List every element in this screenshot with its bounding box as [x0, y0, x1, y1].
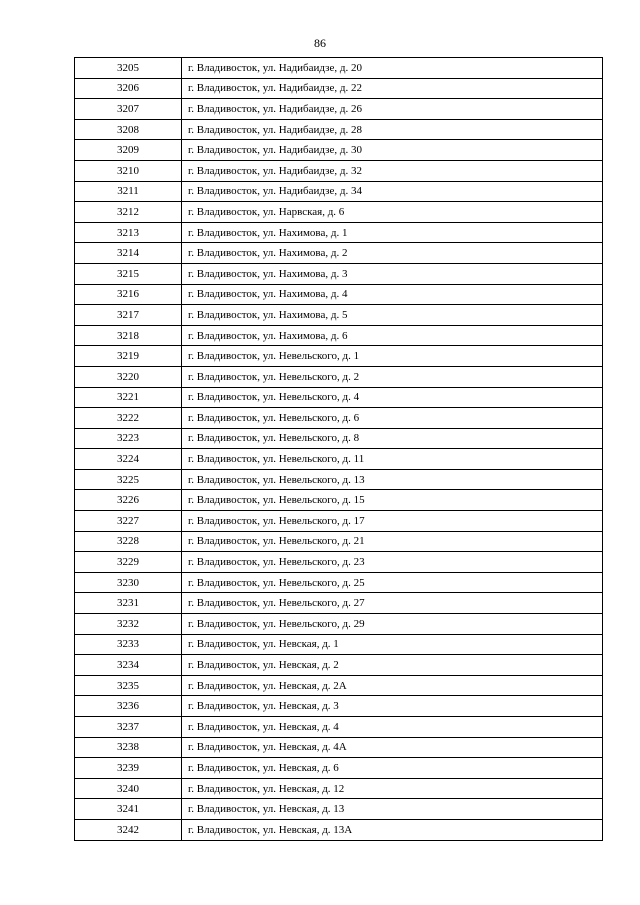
table-row	[75, 428, 603, 449]
row-number-cell: 3208	[75, 119, 182, 140]
address-cell: г. Владивосток, ул. Надибаидзе, д. 30	[182, 140, 603, 161]
row-number-cell: 3213	[75, 222, 182, 243]
address-cell: г. Владивосток, ул. Невельского, д. 4	[182, 387, 603, 408]
table-row	[75, 552, 603, 573]
address-cell: г. Владивосток, ул. Нахимова, д. 2	[182, 243, 603, 264]
row-number-cell: 3242	[75, 819, 182, 840]
address-cell: г. Владивосток, ул. Невельского, д. 29	[182, 614, 603, 635]
address-cell: г. Владивосток, ул. Надибаидзе, д. 22	[182, 78, 603, 99]
table-row	[75, 531, 603, 552]
address-table	[74, 57, 603, 841]
row-number-cell: 3223	[75, 428, 182, 449]
table-row	[75, 758, 603, 779]
row-number-cell: 3206	[75, 78, 182, 99]
table-row	[75, 202, 603, 223]
address-cell: г. Владивосток, ул. Надибаидзе, д. 32	[182, 160, 603, 181]
address-cell: г. Владивосток, ул. Невельского, д. 8	[182, 428, 603, 449]
row-number-cell: 3237	[75, 717, 182, 738]
address-cell: г. Владивосток, ул. Невская, д. 2	[182, 655, 603, 676]
table-row	[75, 675, 603, 696]
row-number-cell: 3221	[75, 387, 182, 408]
table-row	[75, 119, 603, 140]
address-cell: г. Владивосток, ул. Невская, д. 2А	[182, 675, 603, 696]
address-cell: г. Владивосток, ул. Невельского, д. 15	[182, 490, 603, 511]
address-cell: г. Владивосток, ул. Невельского, д. 27	[182, 593, 603, 614]
table-row	[75, 469, 603, 490]
table-row	[75, 634, 603, 655]
row-number-cell: 3207	[75, 99, 182, 120]
table-row	[75, 366, 603, 387]
address-cell: г. Владивосток, ул. Нахимова, д. 5	[182, 305, 603, 326]
address-cell: г. Владивосток, ул. Невельского, д. 13	[182, 469, 603, 490]
address-cell: г. Владивосток, ул. Нахимова, д. 6	[182, 325, 603, 346]
table-row	[75, 78, 603, 99]
address-cell: г. Владивосток, ул. Надибаидзе, д. 20	[182, 58, 603, 79]
row-number-cell: 3230	[75, 572, 182, 593]
row-number-cell: 3234	[75, 655, 182, 676]
table-row	[75, 490, 603, 511]
address-cell: г. Владивосток, ул. Невельского, д. 21	[182, 531, 603, 552]
row-number-cell: 3217	[75, 305, 182, 326]
row-number-cell: 3215	[75, 263, 182, 284]
table-row	[75, 449, 603, 470]
table-row	[75, 408, 603, 429]
table-row	[75, 511, 603, 532]
row-number-cell: 3232	[75, 614, 182, 635]
row-number-cell: 3231	[75, 593, 182, 614]
table-row	[75, 160, 603, 181]
address-cell: г. Владивосток, ул. Надибаидзе, д. 26	[182, 99, 603, 120]
address-cell: г. Владивосток, ул. Нахимова, д. 4	[182, 284, 603, 305]
row-number-cell: 3212	[75, 202, 182, 223]
table-row	[75, 263, 603, 284]
address-cell: г. Владивосток, ул. Невельского, д. 17	[182, 511, 603, 532]
address-cell: г. Владивосток, ул. Надибаидзе, д. 28	[182, 119, 603, 140]
address-cell: г. Владивосток, ул. Невельского, д. 6	[182, 408, 603, 429]
row-number-cell: 3205	[75, 58, 182, 79]
table-row	[75, 696, 603, 717]
table-row	[75, 346, 603, 367]
row-number-cell: 3209	[75, 140, 182, 161]
address-cell: г. Владивосток, ул. Невская, д. 12	[182, 778, 603, 799]
table-row	[75, 819, 603, 840]
address-cell: г. Владивосток, ул. Невельского, д. 23	[182, 552, 603, 573]
row-number-cell: 3240	[75, 778, 182, 799]
row-number-cell: 3238	[75, 737, 182, 758]
table-row	[75, 284, 603, 305]
row-number-cell: 3235	[75, 675, 182, 696]
table-row	[75, 222, 603, 243]
row-number-cell: 3210	[75, 160, 182, 181]
table-row	[75, 655, 603, 676]
row-number-cell: 3220	[75, 366, 182, 387]
address-cell: г. Владивосток, ул. Надибаидзе, д. 34	[182, 181, 603, 202]
table-row	[75, 243, 603, 264]
table-row	[75, 99, 603, 120]
address-cell: г. Владивосток, ул. Невская, д. 4	[182, 717, 603, 738]
row-number-cell: 3229	[75, 552, 182, 573]
address-cell: г. Владивосток, ул. Нарвская, д. 6	[182, 202, 603, 223]
address-cell: г. Владивосток, ул. Невская, д. 1	[182, 634, 603, 655]
address-cell: г. Владивосток, ул. Невская, д. 13	[182, 799, 603, 820]
table-row	[75, 140, 603, 161]
table-row	[75, 305, 603, 326]
table-row	[75, 58, 603, 79]
table-row	[75, 614, 603, 635]
row-number-cell: 3236	[75, 696, 182, 717]
address-cell: г. Владивосток, ул. Нахимова, д. 1	[182, 222, 603, 243]
address-cell: г. Владивосток, ул. Невская, д. 13А	[182, 819, 603, 840]
row-number-cell: 3239	[75, 758, 182, 779]
row-number-cell: 3225	[75, 469, 182, 490]
row-number-cell: 3211	[75, 181, 182, 202]
table-row	[75, 572, 603, 593]
address-cell: г. Владивосток, ул. Невская, д. 4А	[182, 737, 603, 758]
row-number-cell: 3228	[75, 531, 182, 552]
row-number-cell: 3226	[75, 490, 182, 511]
table-row	[75, 387, 603, 408]
row-number-cell: 3218	[75, 325, 182, 346]
table-row	[75, 799, 603, 820]
row-number-cell: 3233	[75, 634, 182, 655]
row-number-cell: 3219	[75, 346, 182, 367]
address-table-body	[75, 58, 603, 841]
row-number-cell: 3241	[75, 799, 182, 820]
row-number-cell: 3214	[75, 243, 182, 264]
address-cell: г. Владивосток, ул. Невельского, д. 1	[182, 346, 603, 367]
address-cell: г. Владивосток, ул. Нахимова, д. 3	[182, 263, 603, 284]
row-number-cell: 3224	[75, 449, 182, 470]
address-cell: г. Владивосток, ул. Невская, д. 3	[182, 696, 603, 717]
table-row	[75, 778, 603, 799]
table-row	[75, 737, 603, 758]
table-row	[75, 717, 603, 738]
row-number-cell: 3227	[75, 511, 182, 532]
address-cell: г. Владивосток, ул. Невская, д. 6	[182, 758, 603, 779]
address-cell: г. Владивосток, ул. Невельского, д. 25	[182, 572, 603, 593]
table-row	[75, 593, 603, 614]
row-number-cell: 3222	[75, 408, 182, 429]
page-number: 86	[314, 36, 326, 50]
address-cell: г. Владивосток, ул. Невельского, д. 2	[182, 366, 603, 387]
row-number-cell: 3216	[75, 284, 182, 305]
table-row	[75, 325, 603, 346]
address-cell: г. Владивосток, ул. Невельского, д. 11	[182, 449, 603, 470]
table-row	[75, 181, 603, 202]
